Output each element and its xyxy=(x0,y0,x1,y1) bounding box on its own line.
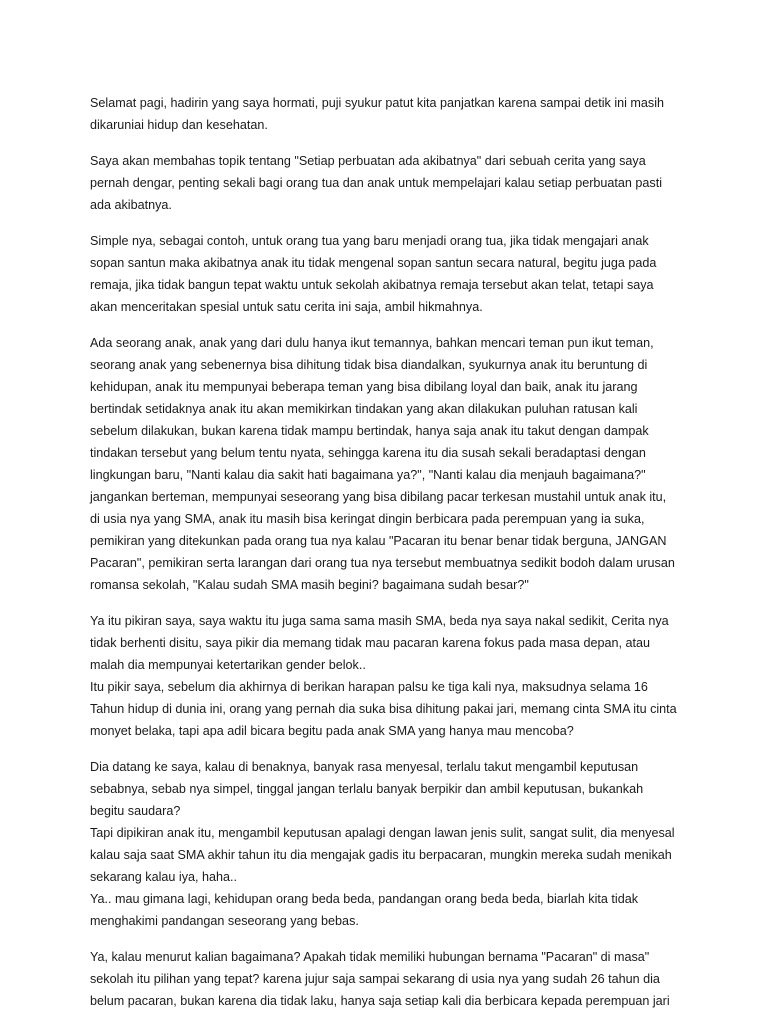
text-line: malah dia mempunyai ketertarikan gender belok.. xyxy=(90,658,366,672)
text-line: jangankan berteman, mempunyai seseorang yang bisa dibilang pacar terkesan mustahil untuk anak itu, xyxy=(90,490,667,504)
text-line: Tahun hidup di dunia ini, orang yang pernah dia suka bisa dihitung pakai jari, memang cinta SMA itu cinta xyxy=(90,702,677,716)
text-line: menghakimi pandangan seseorang yang bebas. xyxy=(90,914,359,928)
text-line: Ya.. mau gimana lagi, kehidupan orang beda beda, pandangan orang beda beda, biarlah kita tidak xyxy=(90,892,639,906)
text-line: Pacaran", pemikiran serta larangan dari orang tua nya tersebut membuatnya sedikit bodoh dalam urusan xyxy=(90,556,675,570)
paragraph-3 xyxy=(90,230,690,318)
text-line: remaja, jika tidak bangun tepat waktu untuk sekolah akibatnya remaja tersebut akan telat, tetapi saya xyxy=(90,278,654,292)
text-line: Selamat pagi, hadirin yang saya hormati, puji syukur patut kita panjatkan karena sampai detik ini masih xyxy=(90,96,665,110)
text-line: sebabnya, sebab nya simpel, tinggal jangan terlalu banyak berpikir dan ambil keputusan, bukankah xyxy=(90,782,644,796)
text-line: Tapi dipikiran anak itu, mengambil keputusan apalagi dengan lawan jenis sulit, sangat sulit, dia menyesal xyxy=(90,826,675,840)
text-line: lingkungan baru, "Nanti kalau dia sakit hati bagaimana ya?", "Nanti kalau dia menjauh bagaimana?" xyxy=(90,468,646,482)
text-line: ada akibatnya. xyxy=(90,198,172,212)
text-line: begitu saudara? xyxy=(90,804,181,818)
paragraph-5 xyxy=(90,610,690,742)
text-line: seorang anak yang sebenernya bisa dihitung tidak bisa diandalkan, syukurnya anak itu beruntung di xyxy=(90,358,648,372)
document-body xyxy=(90,92,690,1024)
paragraph-1 xyxy=(90,92,690,136)
text-line: Saya akan membahas topik tentang "Setiap perbuatan ada akibatnya" dari sebuah cerita yang saya xyxy=(90,154,646,168)
text-line: pernah dengar, penting sekali bagi orang tua dan anak untuk mempelajari kalau setiap perbuatan pasti xyxy=(90,176,663,190)
text-line: Itu pikir saya, sebelum dia akhirnya di berikan harapan palsu ke tiga kali nya, maksudnya selama 16 xyxy=(90,680,648,694)
paragraph-6 xyxy=(90,756,690,932)
text-line: tidak berhenti disitu, saya pikir dia memang tidak mau pacaran karena fokus pada masa depan, atau xyxy=(90,636,651,650)
text-line: sebelum dilakukan, bukan karena tidak mampu bertindak, hanya saja anak itu takut dengan dampak xyxy=(90,424,649,438)
text-line: Ya, kalau menurut kalian bagaimana? Apakah tidak memiliki hubungan bernama "Pacaran" di masa" xyxy=(90,950,650,964)
text-line: sekolah itu pilihan yang tepat? karena jujur saja sampai sekarang di usia nya yang sudah 26 tahun dia xyxy=(90,972,660,986)
text-line: dikaruniai hidup dan kesehatan. xyxy=(90,118,268,132)
text-line: kalau saja saat SMA akhir tahun itu dia mengajak gadis itu berpacaran, mungkin mereka sudah menikah xyxy=(90,848,672,862)
text-line: romansa sekolah, "Kalau sudah SMA masih begini? bagaimana sudah besar?" xyxy=(90,578,529,592)
text-line: Simple nya, sebagai contoh, untuk orang tua yang baru menjadi orang tua, jika tidak mengajari anak xyxy=(90,234,649,248)
text-line: tindakan tersebut yang belum tentu nyata, sehingga karena itu dia susah sekali beradaptasi dengan xyxy=(90,446,646,460)
text-line: monyet belaka, tapi apa adil bicara begitu pada anak SMA yang hanya mau mencoba? xyxy=(90,724,574,738)
text-line: Ada seorang anak, anak yang dari dulu hanya ikut temannya, bahkan mencari teman pun ikut teman, xyxy=(90,336,654,350)
text-line: sopan santun maka akibatnya anak itu tidak mengenal sopan santun secara natural, begitu juga pada xyxy=(90,256,657,270)
paragraph-2 xyxy=(90,150,690,216)
text-line: akan menceritakan spesial untuk satu cerita ini saja, ambil hikmahnya. xyxy=(90,300,483,314)
text-line: Dia datang ke saya, kalau di benaknya, banyak rasa menyesal, terlalu takut mengambil keputusan xyxy=(90,760,639,774)
text-line: belum pacaran, bukan karena dia tidak laku, hanya saja setiap kali dia berbicara kepada perempuan jari xyxy=(90,994,670,1008)
paragraph-7 xyxy=(90,946,690,1012)
text-line: kehidupan, anak itu mempunyai beberapa teman yang bisa dibilang loyal dan baik, anak itu jarang xyxy=(90,380,638,394)
text-line: bertindak setidaknya anak itu akan memikirkan tindakan yang akan dilakukan puluhan ratusan kali xyxy=(90,402,638,416)
text-line: sekarang kalau iya, haha.. xyxy=(90,870,238,884)
text-line: pemikiran yang ditekunkan pada orang tua nya kalau "Pacaran itu benar benar tidak berguna, JANGAN xyxy=(90,534,667,548)
text-line: di usia nya yang SMA, anak itu masih bisa keringat dingin berbicara pada perempuan yang ia suka, xyxy=(90,512,645,526)
paragraph-4 xyxy=(90,332,690,596)
text-line: Ya itu pikiran saya, saya waktu itu juga sama sama masih SMA, beda nya saya nakal sedikit, Cerita nya xyxy=(90,614,669,628)
